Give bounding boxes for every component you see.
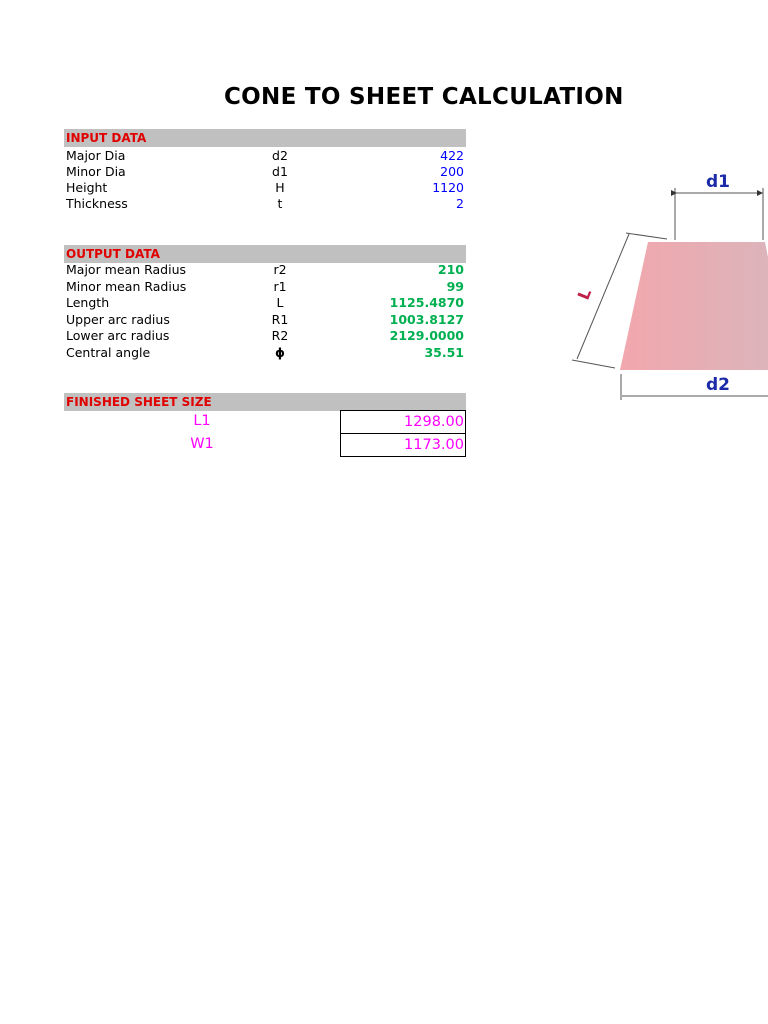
finished-row-l1 <box>64 410 466 434</box>
row-value: 1003.8127 <box>389 312 464 327</box>
row-symbol: r1 <box>273 279 287 294</box>
row-label: Thickness <box>66 196 128 211</box>
row-symbol: r2 <box>273 262 287 277</box>
output-data-header: OUTPUT DATA <box>64 245 466 263</box>
l-label: L <box>573 285 596 303</box>
row-value[interactable]: 2 <box>456 196 464 211</box>
row-value[interactable]: 422 <box>440 148 464 163</box>
row-value: 35.51 <box>424 345 464 360</box>
output-row-length <box>64 295 466 311</box>
row-symbol: L <box>276 295 284 310</box>
row-label: Upper arc radius <box>66 312 170 327</box>
page-title: CONE TO SHEET CALCULATION <box>224 84 624 110</box>
row-symbol: ϕ <box>275 345 285 360</box>
row-value: 2129.0000 <box>389 328 464 343</box>
cone-shape <box>620 242 768 370</box>
row-label: Central angle <box>66 345 151 360</box>
row-label: Minor mean Radius <box>66 279 187 294</box>
input-row-height <box>64 180 466 196</box>
finished-sheet-header: FINISHED SHEET SIZE <box>64 393 466 411</box>
l-extension-bottom <box>572 360 615 368</box>
output-row-minor-mean-radius <box>64 279 466 295</box>
row-value[interactable]: 200 <box>440 164 464 179</box>
row-value: 99 <box>446 279 464 294</box>
input-data-header: INPUT DATA <box>64 129 466 147</box>
input-row-thickness <box>64 196 466 212</box>
finished-value-box: 1298.00 <box>340 410 466 434</box>
d1-label: d1 <box>706 172 730 192</box>
output-row-upper-arc-radius <box>64 312 466 328</box>
input-row-minor-dia <box>64 164 466 180</box>
row-symbol: d1 <box>272 164 288 179</box>
row-symbol: R1 <box>271 312 289 327</box>
input-row-major-dia <box>64 148 466 164</box>
finished-value-box: 1173.00 <box>340 433 466 457</box>
row-symbol: H <box>275 180 285 195</box>
row-symbol: t <box>277 196 283 211</box>
l-extension-top <box>626 233 667 239</box>
row-value: 210 <box>437 262 464 277</box>
row-label: Height <box>66 180 108 195</box>
finished-label: L1 <box>193 413 211 429</box>
d2-label: d2 <box>706 375 730 395</box>
row-symbol: d2 <box>272 148 288 163</box>
row-label: Major mean Radius <box>66 262 187 277</box>
output-row-lower-arc-radius <box>64 328 466 344</box>
finished-label: W1 <box>190 436 214 452</box>
row-value[interactable]: 1120 <box>432 180 464 195</box>
finished-row-w1 <box>64 433 466 457</box>
output-row-central-angle <box>64 345 466 361</box>
row-label: Major Dia <box>66 148 126 163</box>
row-label: Length <box>66 295 110 310</box>
output-row-major-mean-radius <box>64 262 466 278</box>
row-label: Lower arc radius <box>66 328 170 343</box>
row-label: Minor Dia <box>66 164 126 179</box>
row-symbol: R2 <box>271 328 289 343</box>
cone-diagram <box>560 160 768 410</box>
row-value: 1125.4870 <box>389 295 464 310</box>
